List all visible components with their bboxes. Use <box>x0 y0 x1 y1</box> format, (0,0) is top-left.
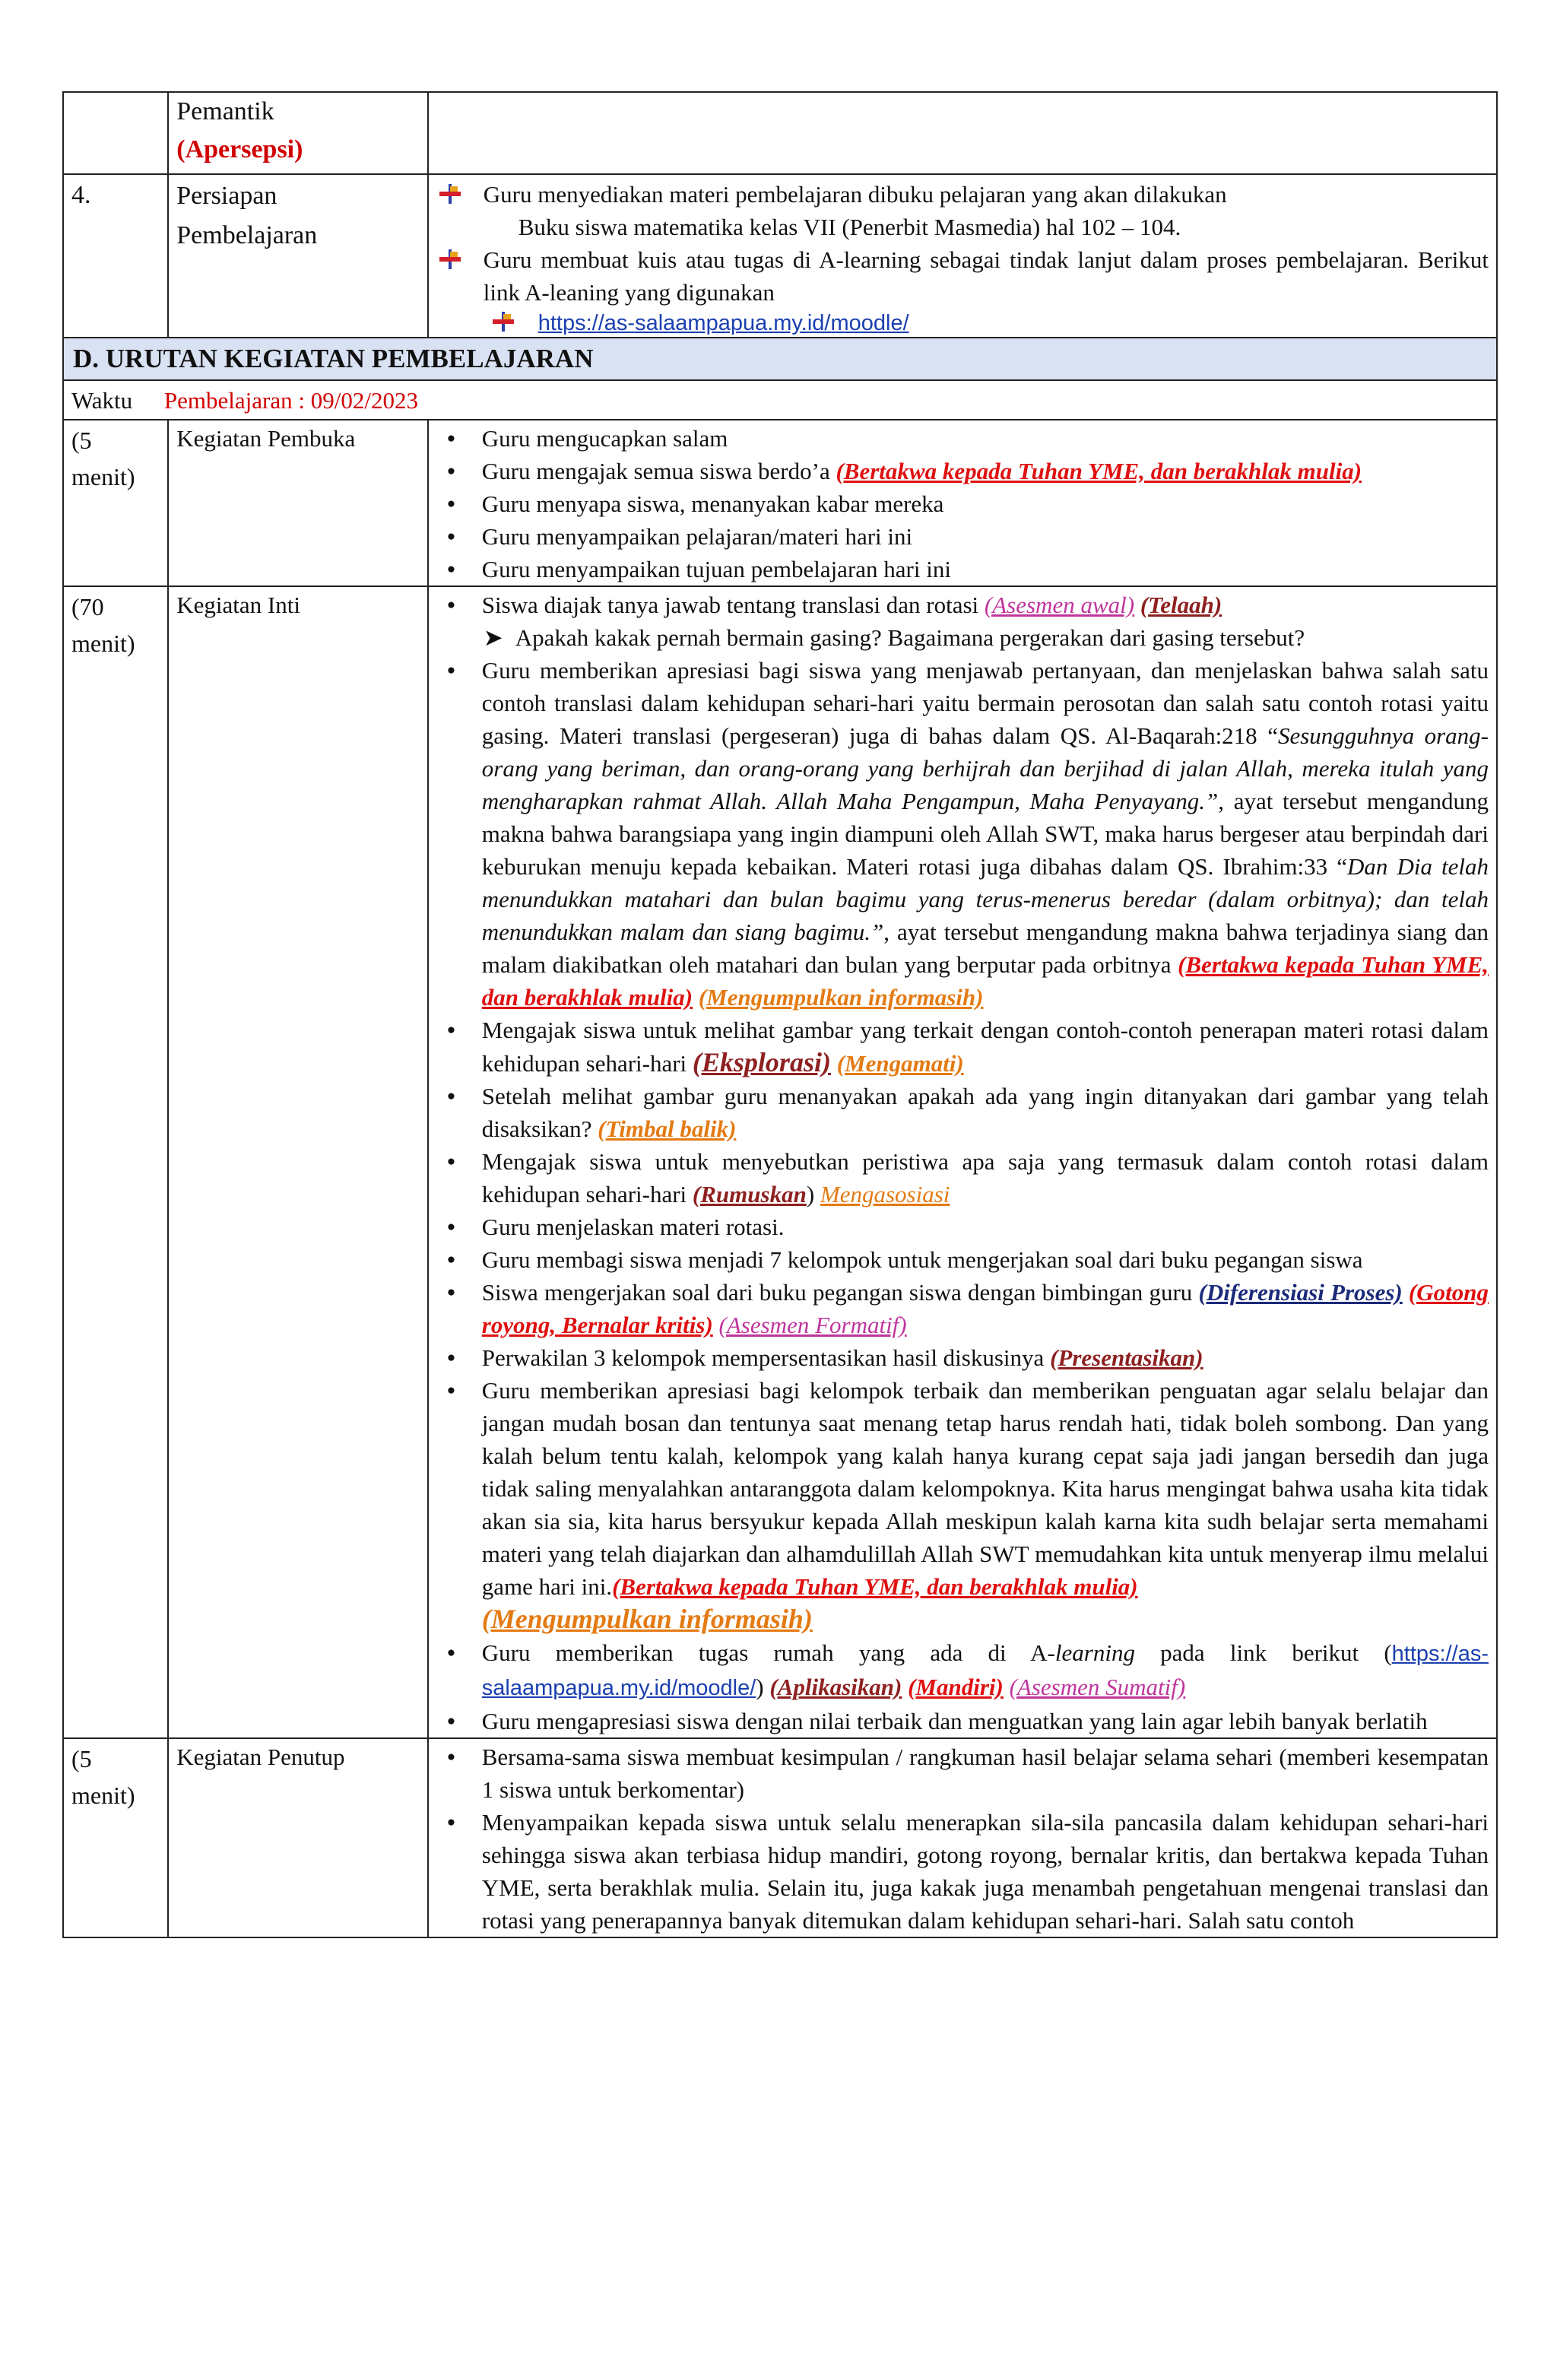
activity-tag: (Eksplorasi) <box>692 1047 831 1077</box>
sub-item: ➤ Apakah kakak pernah bermain gasing? Bagaimana pergerakan dari gasing tersebut? <box>482 621 1489 654</box>
list-item: ● Siswa diajak tanya jawab tentang translasi dan rotasi (Asesmen awal) (Telaah) ➤ Apakah kakak pernah bermain gasing? Bagaimana pergerakan dari gasing tersebut? <box>436 589 1489 654</box>
waktu-label: Waktu <box>71 387 133 414</box>
differentiation-tag: (Diferensiasi Proses) <box>1198 1279 1403 1306</box>
date-label: Pembelajaran : 09/02/2023 <box>163 387 418 414</box>
list-item: ● Guru memberikan apresiasi bagi kelompok terbaik dan memberikan penguatan agar selalu belajar dan jangan mudah bosan dan tentunya saat menang tetap harus rendah hati, tidak boleh sombong. Dan yang kalah belum tentu kalah, kelompok yang kalah hanya kurang cepat saja jadi jangan bersedih dan juga tidak saling menyalahkan antaranggota dalam kelompoknya. Kita harus mengingat bahwa usaha kita tidak akan sia sia, kita harus bersyukur kepada Allah meskipun kalah karna kita sudh belajar serta memahami materi yang telah diajarkan dan alhamdulillah Allah SWT memudahkan kita untuk menyerap ilmu melalui game hari ini.(Bertakwa kepada Tuhan YME, dan berakhlak mulia) (Mengumpulkan informasih) <box>436 1374 1489 1636</box>
flag-bullet-icon <box>439 249 461 269</box>
activity-tag: (Aplikasikan) <box>769 1674 902 1700</box>
section-title: D. URUTAN KEGIATAN PEMBELAJARAN <box>63 338 1497 380</box>
persiapan-label: Persiapan Pembelajaran <box>176 182 318 249</box>
pemantik-label: Pemantik <box>176 97 274 125</box>
flag-bullet-icon <box>493 312 514 332</box>
book-reference: Buku siswa matematika kelas VII (Penerbit Masmedia) hal 102 – 104. <box>518 214 1181 240</box>
moodle-link[interactable]: https://as-salaampapua.my.id/moodle/ <box>537 311 909 335</box>
activity-tag: (Rumuskan <box>692 1181 807 1207</box>
time-cell: (5 menit) <box>63 1738 168 1937</box>
time-cell: (5 menit) <box>63 420 168 586</box>
list-item: ● Guru memberikan tugas rumah yang ada di A-learning pada link berikut (https://as-salaampapua.my.id/moodle/) (Aplikasikan) (Mandiri) (Asesmen Sumatif) <box>436 1636 1489 1705</box>
activity-tag: (Presentasikan) <box>1050 1344 1203 1371</box>
list-item: ● Siswa mengerjakan soal dari buku pegangan siswa dengan bimbingan guru (Diferensiasi Proses) (Gotong royong, Bernalar kritis) (Asesmen Formatif) <box>436 1276 1489 1341</box>
row-pembuka <box>63 420 1497 586</box>
row-number: 4. <box>71 181 91 209</box>
row-waktu <box>63 380 1497 420</box>
list-item: ● Guru mengucapkan salam <box>436 422 1489 455</box>
character-tag: (Bertakwa kepada Tuhan YME, dan berakhlak mulia) <box>481 951 1489 1011</box>
character-tag: (Gotong royong, Bernalar kritis) <box>481 1279 1489 1338</box>
list-item: ● Menyampaikan kepada siswa untuk selalu menerapkan sila-sila pancasila dalam kehidupan sehari-hari sehingga siswa akan terbiasa hidup mandiri, gotong royong, bernalar kritis, dan bertakwa kepada Tuhan YME, serta berakhlak mulia. Selain itu, juga kakak juga menambah pengetahuan mengenai translasi dan rotasi yang penerapannya banyak ditemukan dalam kehidupan sehari-hari. Salah satu contoh <box>436 1806 1489 1937</box>
activity-tag: (Timbal balik) <box>598 1115 737 1142</box>
time-cell: (70 menit) <box>63 586 168 1738</box>
list-item: ● Perwakilan 3 kelompok mempersentasikan hasil diskusinya (Presentasikan) <box>436 1341 1489 1374</box>
list-item: ● Guru menyapa siswa, menanyakan kabar mereka <box>436 487 1489 520</box>
assessment-tag: (Asesmen awal) <box>984 592 1135 618</box>
lesson-plan-table <box>62 91 1498 1938</box>
penutup-list <box>436 1741 1489 1937</box>
list-item: ● Mengajak siswa untuk melihat gambar yang terkait dengan contoh-contoh penerapan materi rotasi dalam kehidupan sehari-hari (Eksplorasi) (Mengamati) <box>436 1014 1489 1080</box>
character-tag: (Bertakwa kepada Tuhan YME, dan berakhlak mulia) <box>836 458 1362 484</box>
activity-tag: (Mengumpulkan informasih) <box>698 984 984 1011</box>
activity-tag: (Telaah) <box>1140 592 1222 618</box>
character-tag: (Bertakwa kepada Tuhan YME, dan berakhlak mulia) <box>612 1573 1138 1600</box>
activity-tag: (Mengamati) <box>836 1050 964 1077</box>
list-item <box>436 309 1489 337</box>
row-pemantik <box>63 92 1497 174</box>
activity-label: Kegiatan Pembuka <box>168 420 428 586</box>
assessment-tag: (Asesmen Sumatif) <box>1009 1674 1186 1700</box>
document-page <box>62 91 1498 1938</box>
list-item: Guru menyediakan materi pembelajaran dibuku pelajaran yang akan dilakukan <box>436 178 1489 211</box>
moodle-link[interactable]: https://as-salaampapua.my.id/moodle/ <box>481 1642 1489 1700</box>
list-item: ● Bersama-sama siswa membuat kesimpulan / rangkuman hasil belajar selama sehari (memberi kesempatan 1 siswa untuk berkomentar) <box>436 1741 1489 1806</box>
list-item: ● Guru menjelaskan materi rotasi. <box>436 1211 1489 1243</box>
row-inti <box>63 586 1497 1738</box>
flag-bullet-icon <box>439 184 461 204</box>
activity-label: Kegiatan Penutup <box>168 1738 428 1937</box>
activity-tag: Mengasosiasi <box>820 1181 950 1207</box>
arrow-bullet-icon: ➤ <box>483 624 503 651</box>
assessment-tag: (Asesmen Formatif) <box>718 1312 907 1338</box>
activity-label: Kegiatan Inti <box>168 586 428 1738</box>
apersepsi-tag: (Apersepsi) <box>176 135 303 163</box>
section-header <box>63 338 1497 380</box>
list-item: Guru membuat kuis atau tugas di A-learning sebagai tindak lanjut dalam proses pembelajaran. Berikut link A-leaning yang digunakan <box>436 243 1489 309</box>
list-item: ● Guru memberikan apresiasi bagi siswa yang menjawab pertanyaan, dan menjelaskan bahwa salah satu contoh translasi dalam kehidupan sehari-hari yaitu bermain perosotan dan salah satu contoh rotasi yaitu gasing. Materi translasi (pergeseran) juga di bahas dalam QS. Al-Baqarah:218 “Sesungguhnya orang-orang yang beriman, dan orang-orang yang berhijrah dan berjihad di jalan Allah, mereka itulah yang mengharapkan rahmat Allah. Allah Maha Pengampun, Maha Penyayang.”, ayat tersebut mengandung makna bahwa barangsiapa yang ingin diampuni oleh Allah SWT, maka harus bergeser atau berpindah dari keburukan menuju kepada kebaikan. Materi rotasi juga dibahas dalam QS. Ibrahim:33 “Dan Dia telah menundukkan matahari dan bulan bagimu yang terus-menerus beredar (dalam orbitnya); dan telah menundukkan malam dan siang bagimu.”, ayat tersebut mengandung makna bahwa terjadinya siang dan malam diakibatkan oleh matahari dan bulan yang berputar pada orbitnya (Bertakwa kepada Tuhan YME, dan berakhlak mulia) (Mengumpulkan informasih) <box>436 654 1489 1014</box>
list-item: ● Guru mengapresiasi siswa dengan nilai terbaik dan menguatkan yang lain agar lebih banyak berlatih <box>436 1705 1489 1737</box>
inti-list <box>436 589 1489 1737</box>
activity-tag: (Mengumpulkan informasih) <box>481 1604 813 1634</box>
list-item: ● Guru menyampaikan pelajaran/materi hari ini <box>436 520 1489 553</box>
list-item: ● Guru mengajak semua siswa berdo’a (Bertakwa kepada Tuhan YME, dan berakhlak mulia) <box>436 455 1489 487</box>
list-item: ● Guru menyampaikan tujuan pembelajaran hari ini <box>436 553 1489 585</box>
row-persiapan <box>63 174 1497 338</box>
row-penutup <box>63 1738 1497 1937</box>
list-item: ● Guru membagi siswa menjadi 7 kelompok untuk mengerjakan soal dari buku pegangan siswa <box>436 1243 1489 1276</box>
list-item: ● Mengajak siswa untuk menyebutkan peristiwa apa saja yang termasuk dalam contoh rotasi dalam kehidupan sehari-hari (Rumuskan) Mengasosiasi <box>436 1145 1489 1211</box>
pembuka-list <box>436 422 1489 585</box>
character-tag: (Mandiri) <box>908 1674 1004 1700</box>
list-item: ● Setelah melihat gambar guru menanyakan apakah ada yang ingin ditanyakan dari gambar yang telah disaksikan? (Timbal balik) <box>436 1080 1489 1145</box>
